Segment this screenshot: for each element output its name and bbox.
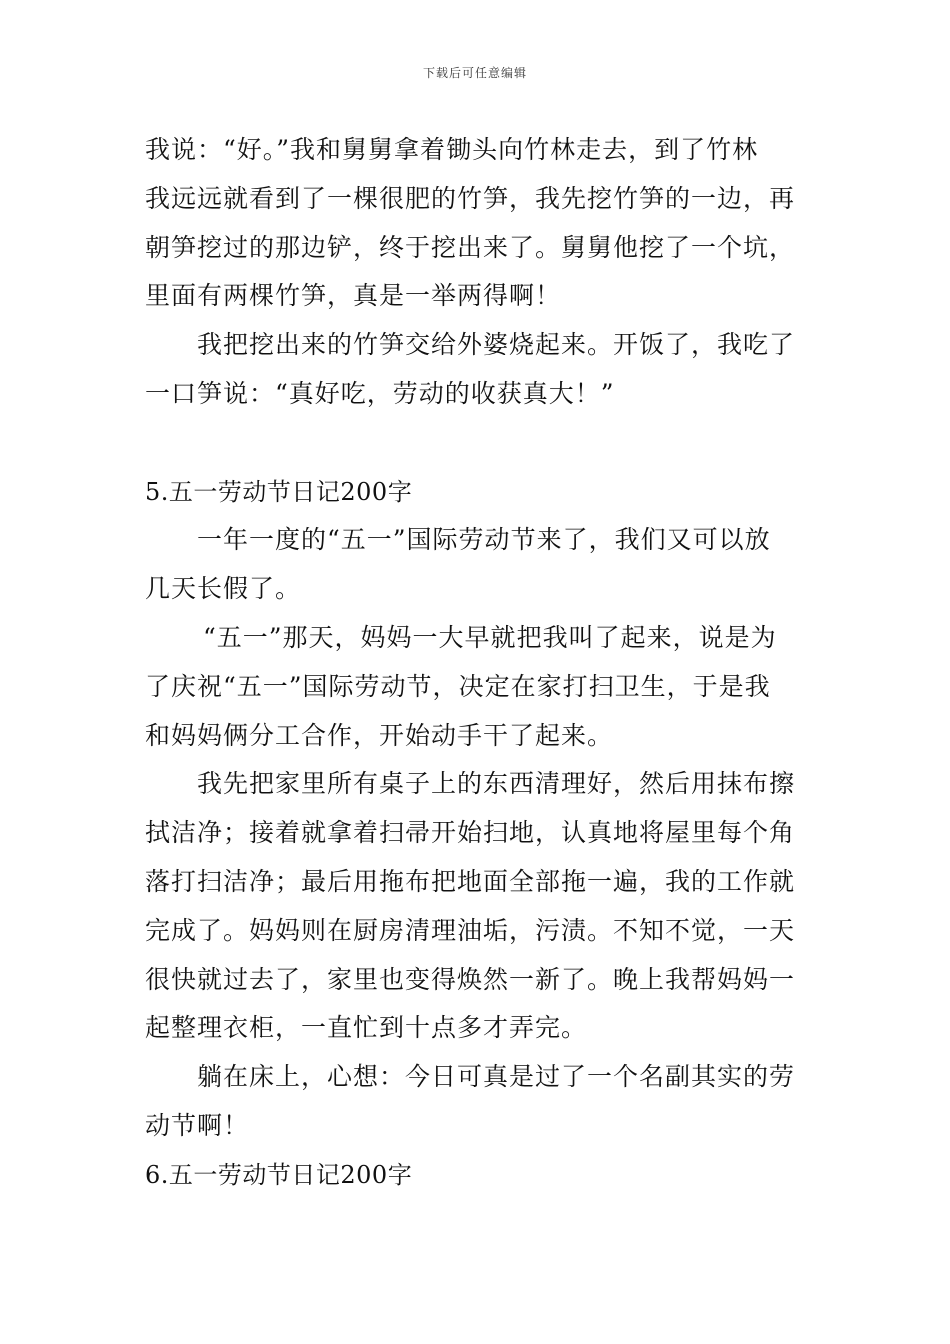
text-line: “五一”那天，妈妈一大早就把我叫了起来，说是为	[203, 622, 777, 652]
text-line: 几天长假了。	[145, 574, 302, 604]
section-heading: 5.五一劳动节日记200字	[145, 477, 413, 506]
text-line: 动节啊！	[145, 1110, 250, 1140]
document-body	[145, 126, 809, 1200]
page-header: 下载后可任意编辑	[422, 66, 527, 80]
text-line: 朝笋挖过的那边铲，终于挖出来了。舅舅他挖了一个坑，	[145, 232, 796, 262]
text-line: 了庆祝“五一”国际劳动节，决定在家打扫卫生，于是我	[145, 671, 771, 701]
text-line: 一口笋说：“真好吃，劳动的收获真大！”	[145, 378, 615, 408]
section-heading: 6.五一劳动节日记200字	[145, 1160, 413, 1189]
blank-line	[145, 419, 809, 468]
text-line: 落打扫洁净；最后用拖布把地面全部拖一遍，我的工作就	[145, 866, 796, 896]
paragraph	[145, 321, 809, 419]
text-line: 我说：“好。”我和舅舅拿着锄头向竹林走去，到了竹林	[145, 135, 759, 164]
text-line: 里面有两棵竹笋，真是一举两得啊！	[145, 281, 562, 311]
text-line: 很快就过去了，家里也变得焕然一新了。晚上我帮妈妈一	[145, 964, 796, 994]
text-line: 躺在床上，心想：今日可真是过了一个名副其实的劳	[197, 1062, 796, 1092]
text-line: 一年一度的“五一”国际劳动节来了，我们又可以放	[197, 525, 771, 555]
text-line: 完成了。妈妈则在厨房清理油垢，污渍。不知不觉，一天	[145, 915, 796, 945]
text-line: 拭洁净；接着就拿着扫帚开始扫地，认真地将屋里每个角	[145, 818, 796, 848]
paragraph	[145, 1053, 809, 1151]
text-line: 我把挖出来的竹笋交给外婆烧起来。开饭了，我吃了	[197, 330, 796, 360]
paragraph	[145, 126, 809, 321]
paragraph	[145, 516, 809, 614]
text-line: 起整理衣柜，一直忙到十点多才弄完。	[145, 1013, 588, 1043]
text-line: 我远远就看到了一棵很肥的竹笋，我先挖竹笋的一边，再	[145, 183, 796, 213]
text-line: 和妈妈俩分工合作，开始动手干了起来。	[145, 720, 614, 750]
text-line: 我先把家里所有桌子上的东西清理好，然后用抹布擦	[197, 769, 796, 799]
paragraph	[145, 760, 809, 1053]
paragraph	[145, 614, 809, 760]
